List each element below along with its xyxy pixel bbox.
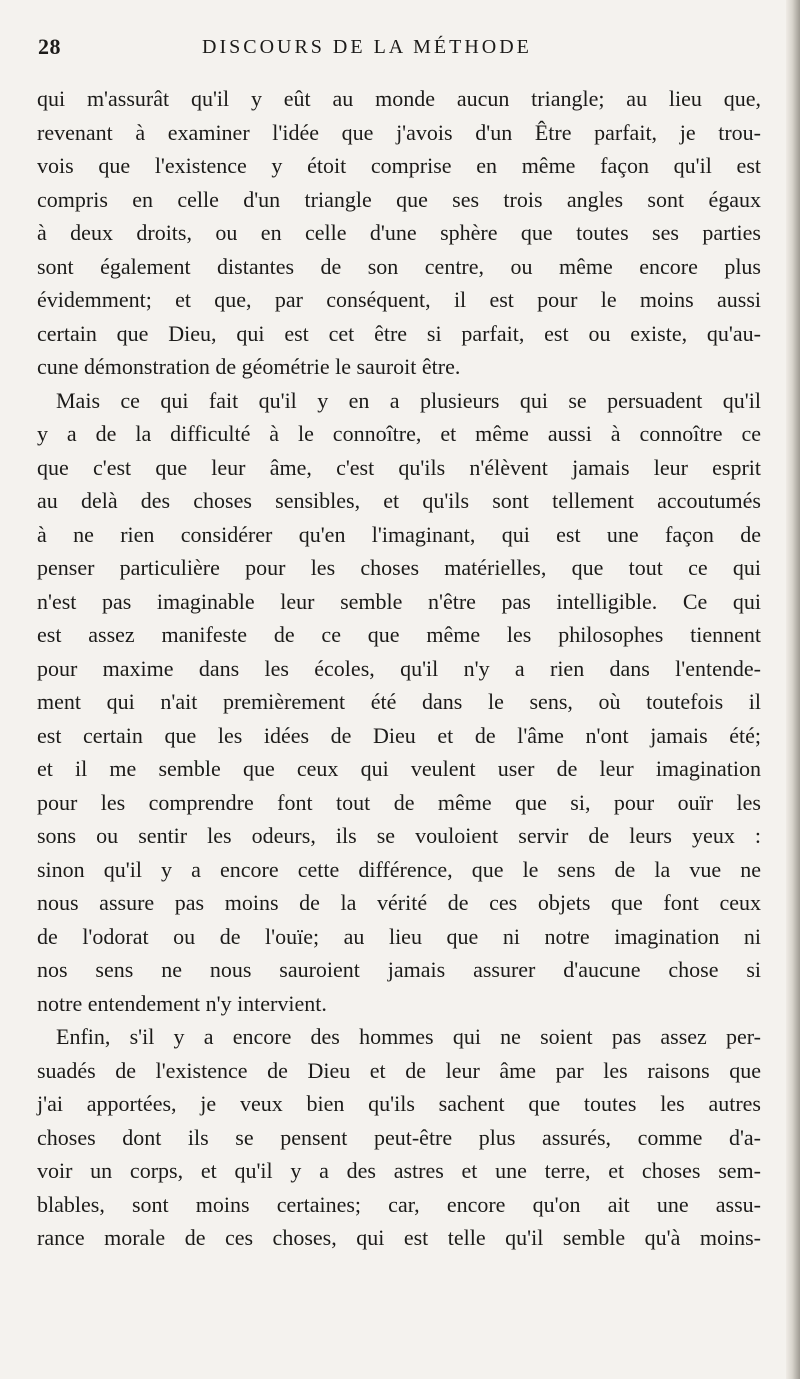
text-line: qui m'assurât qu'il y eût au monde aucun triangle; au lieu que, xyxy=(37,86,761,111)
page-number: 28 xyxy=(38,34,61,59)
text-line: sons ou sentir les odeurs, ils se vouloient servir de leurs yeux : xyxy=(37,823,761,848)
text-line: au delà des choses sensibles, et qu'ils sont tellement accoutumés xyxy=(37,488,761,513)
text-line: sinon qu'il y a encore cette différence, que le sens de la vue ne xyxy=(37,856,761,882)
text-line: est certain que les idées de Dieu et de l'âme n'ont jamais été; xyxy=(37,722,761,748)
text-line: revenant à examiner l'idée que j'avois d'un Être parfait, je trou- xyxy=(37,119,761,145)
text-line: compris en celle d'un triangle que ses trois angles sont égaux xyxy=(37,186,761,212)
text-line: Mais ce qui fait qu'il y en a plusieurs qui se persuadent qu'il xyxy=(56,387,761,413)
text-line: à deux droits, ou en celle d'une sphère que toutes ses parties xyxy=(37,220,761,245)
text-line: cune démonstration de géométrie le sauroit être. xyxy=(37,354,461,379)
text-line: évidemment; et que, par conséquent, il est pour le moins aussi xyxy=(37,287,761,312)
text-line: de l'odorat ou de l'ouïe; au lieu que ni notre imagination ni xyxy=(37,923,761,949)
body-text xyxy=(37,82,761,1255)
page-edge-shadow xyxy=(786,0,800,1379)
text-line: ment qui n'ait premièrement été dans le sens, où toutefois il xyxy=(37,689,761,714)
text-line: certain que Dieu, qui est cet être si parfait, est ou existe, qu'au- xyxy=(37,320,761,346)
text-line: choses dont ils se pensent peut-être plus assurés, comme d'a- xyxy=(37,1124,761,1150)
text-line: et il me semble que ceux qui veulent user de leur imagination xyxy=(37,756,761,781)
text-line: nos sens ne nous sauroient jamais assurer d'aucune chose si xyxy=(37,957,761,982)
text-line: sont également distantes de son centre, ou même encore plus xyxy=(37,253,761,279)
text-line: Enfin, s'il y a encore des hommes qui ne soient pas assez per- xyxy=(56,1024,761,1049)
text-line: blables, sont moins certaines; car, encore qu'on ait une assu- xyxy=(37,1191,761,1217)
text-line: vois que l'existence y étoit comprise en même façon qu'il est xyxy=(37,153,761,178)
text-line: pour les comprendre font tout de même que si, pour ouïr les xyxy=(37,789,761,815)
text-line: est assez manifeste de ce que même les philosophes tiennent xyxy=(37,622,761,647)
text-line: j'ai apportées, je veux bien qu'ils sachent que toutes les autres xyxy=(37,1091,761,1116)
text-line: penser particulière pour les choses matérielles, que tout ce qui xyxy=(37,555,761,580)
page-header xyxy=(38,34,758,64)
text-line: rance morale de ces choses, qui est telle qu'il semble qu'à moins- xyxy=(37,1225,761,1250)
text-line: voir un corps, et qu'il y a des astres et une terre, et choses sem- xyxy=(37,1158,761,1183)
text-line: suadés de l'existence de Dieu et de leur âme par les raisons que xyxy=(37,1057,761,1083)
text-line: que c'est que leur âme, c'est qu'ils n'élèvent jamais leur esprit xyxy=(37,454,761,480)
running-title: DISCOURS DE LA MÉTHODE xyxy=(202,36,532,58)
text-line: n'est pas imaginable leur semble n'être pas intelligible. Ce qui xyxy=(37,588,761,614)
text-line: à ne rien considérer qu'en l'imaginant, qui est une façon de xyxy=(37,521,761,547)
text-line: notre entendement n'y intervient. xyxy=(37,990,327,1016)
text-line: y a de la difficulté à le connoître, et même aussi à connoître ce xyxy=(37,421,761,446)
text-line: pour maxime dans les écoles, qu'il n'y a rien dans l'entende- xyxy=(37,655,761,681)
text-line: nous assure pas moins de la vérité de ces objets que font ceux xyxy=(37,890,761,915)
